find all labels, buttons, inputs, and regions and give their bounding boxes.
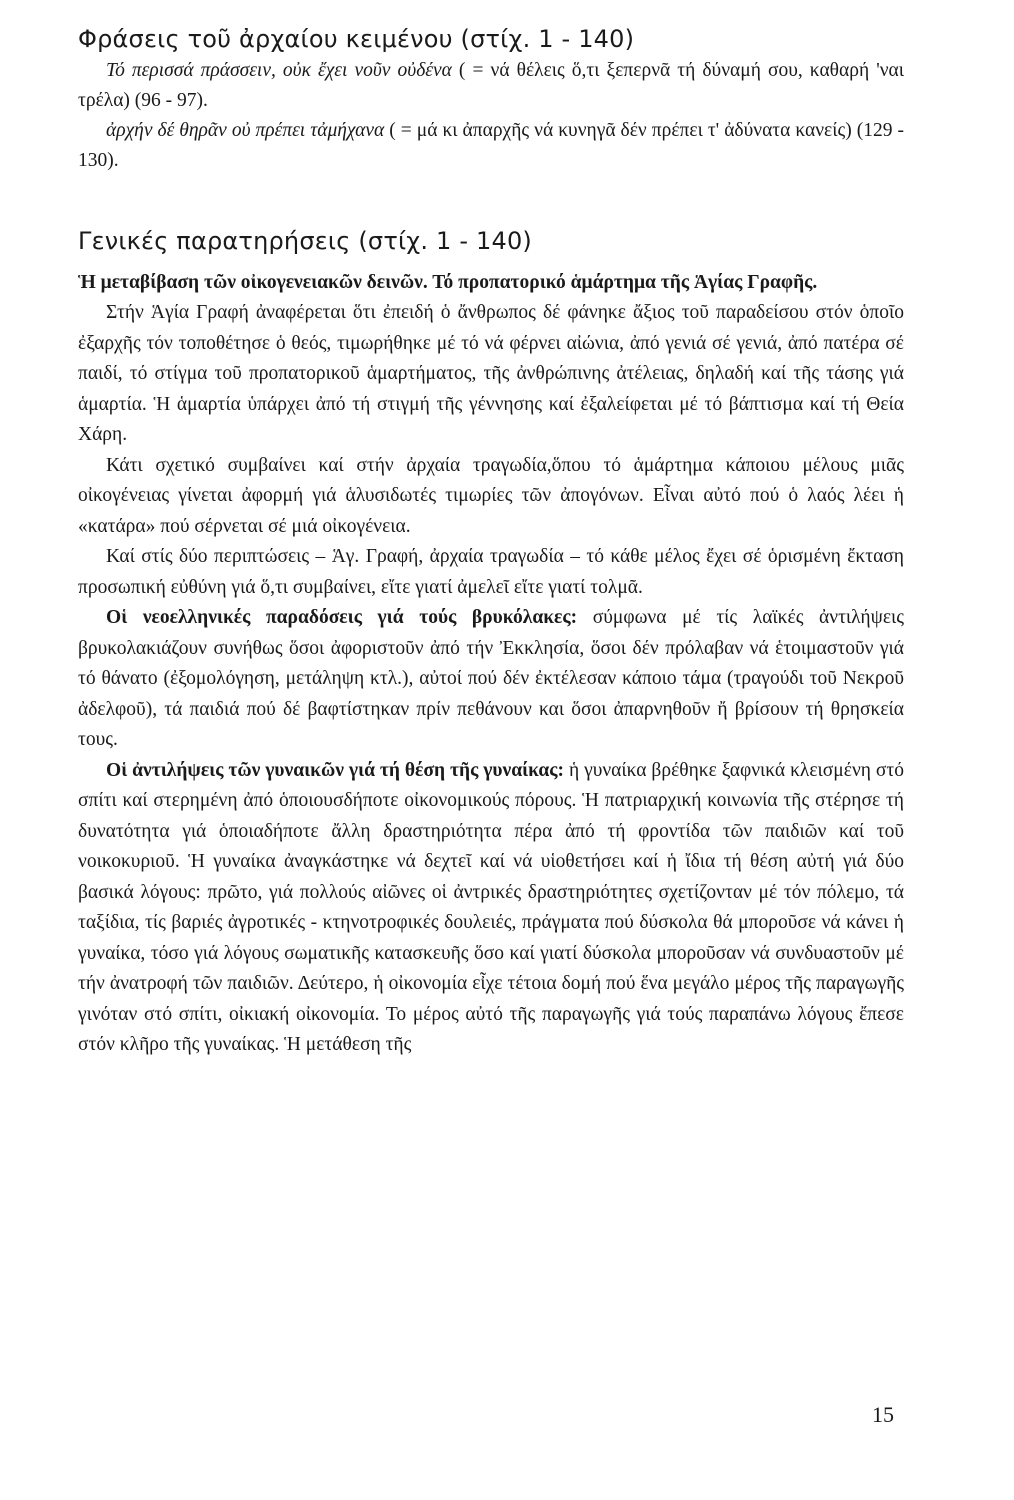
paragraph-1: Στήν Ἁγία Γραφή ἀναφέρεται ὅτι ἐπειδή ὁ ἄνθρωπος δέ φάνηκε ἄξιος τοῦ παραδείσου στόν ὁποῖο ἐξαρχῆς τόν τοποθέτησε ὁ θεός, τιμωρήθηκε μέ τό νά φέρνει αἰώνια, ἀπό γενιά σέ γενιά, ἀπό πατέρα σέ παιδί, τό στίγμα τοῦ προπατορικοῦ ἁμαρτήματος, τῆς ἀνθρώπινης ἀτέλειας, δηλαδή καί τῆς τάσης γιά ἁμαρτία. Ἡ ἁμαρτία ὑπάρχει ἀπό τή στιγμή τῆς γέννησης καί ἐξαλείφεται μέ τό βάπτισμα καί τή Θεία Χάρη. [78, 302, 904, 445]
quote-1-translation: ( = νά θέλεις ὅ,τι ξεπερνᾶ τή δύναμή σου, καθαρή 'ναι τρέλα) (96 - 97). [78, 60, 905, 111]
subheading-family-woes: Ἡ μεταβίβαση τῶν οἰκογενειακῶν δεινῶν. Τό προπατορικό ἁμάρτημα τῆς Ἁγίας Γραφῆς. [78, 272, 818, 293]
quote-1-greek: Τό περισσά πράσσειν, οὐκ ἔχει νοῦν οὐδένα [106, 60, 452, 81]
paragraph-5 [78, 756, 904, 1061]
paragraph-5-body: ἡ γυναίκα βρέθηκε ξαφνικά κλεισμένη στό σπίτι καί στερημένη ἀπό ὁποιουσδήποτε οἰκονομικούς πόρους. Ἡ πατριαρχική κοινωνία τῆς στέρησε τή δυνατότητα γιά ὁποιαδήποτε ἄλλη δραστηριότητα πέρα ἀπό τή φροντίδα τῶν παιδιῶν καί τοῦ νοικοκυριοῦ. Ἡ γυναίκα ἀναγκάστηκε νά δεχτεῖ καί νά υἱοθετήσει καί ἡ ἴδια τή θέση αὐτή γιά δύο βασικά λόγους: πρῶτο, γιά πολλούς αἰῶνες οἱ ἀντρικές δραστηριότητες σχετίζονταν μέ τόν πόλεμο, τά ταξίδια, τίς βαριές ἀγροτικές - κτηνοτροφικές δουλειές, πράγματα πού δύσκολα θά μποροῦσε νά κάνει ἡ γυναίκα, τόσο γιά λόγους σωματικῆς κατασκευῆς ὅσο καί γιατί δύσκολα μποροῦσαν νά συνδυαστοῦν μέ τήν ἀνατροφή τῶν παιδιῶν. Δεύτερο, ἡ οἰκονομία εἶχε τέτοια δομή πού ἕνα μεγάλο μέρος τῆς παραγωγῆς γινόταν στό σπίτι, οἰκιακή οἰκονομία. Το μέρος αὐτό τῆς παραγωγῆς γιά τούς παραπάνω λόγους ἔπεσε στόν κλῆρο τῆς γυναίκας. Ἡ μετάθεση τῆς [78, 759, 904, 1055]
quote-1 [78, 56, 904, 116]
page-content [78, 22, 904, 1061]
quote-2-greek: ἀρχήν δέ θηρᾶν οὐ πρέπει τἀμήχανα [106, 120, 385, 141]
quote-2 [78, 116, 904, 176]
paragraph-2: Κάτι σχετικό συμβαίνει καί στήν ἀρχαία τραγωδία,ὅπου τό ἁμάρτημα κάποιου μέλους μιᾶς οἰκογένειας γίνεται ἀφορμή γιά ἁλυσιδωτές τιμωρίες τῶν ἀπογόνων. Εἶναι αὐτό πού ὁ λαός λέει ἡ «κατάρα» πού σέρνεται σέ μιά οἰκογένεια. [78, 454, 904, 537]
paragraph-4 [78, 603, 904, 756]
paragraph-4-body: σύμφωνα μέ τίς λαϊκές ἀντιλήψεις βρυκολακιάζουν συνήθως ὅσοι ἀφοριστοῦν ἀπό τήν Ἐκκλησία, ὅσοι δέν πρόλαβαν νά ἑτοιμαστοῦν γιά τό θάνατο (ἐξομολόγηση, μετάληψη κτλ.), αὐτοί πού δέν ἐκτέλεσαν κάποιο τάμα (τραγούδι τοῦ Νεκροῦ ἀδελφοῦ), τά παιδιά πού δέ βαφτίστηκαν πρίν πεθάνουν και ὅσοι ἀπαρνηθοῦν ἤ βρίσουν τή θρησκεία τους. [78, 607, 904, 750]
section-heading-phrases: Φράσεις τοῦ ἀρχαίου κειμένου (στίχ. 1 - 140) [78, 25, 635, 53]
paragraph-4-lead: Οἱ νεοελληνικές παραδόσεις γιά τούς βρυκόλακες: [106, 607, 578, 628]
quote-2-translation: ( = μά κι ἀπαρχῆς νά κυνηγᾶ δέν πρέπει τ' ἀδύνατα κανείς) (129 - 130). [78, 120, 904, 171]
section-heading-general-remarks: Γενικές παρατηρήσεις (στίχ. 1 - 140) [78, 227, 532, 255]
page-number: 15 [872, 1402, 894, 1427]
paragraph-5-lead: Οἱ ἀντιλήψεις τῶν γυναικῶν γιά τή θέση τῆς γυναίκας: [106, 759, 564, 781]
paragraph-3: Καί στίς δύο περιπτώσεις – Ἁγ. Γραφή, ἀρχαία τραγωδία – τό κάθε μέλος ἔχει σέ ὁρισμένη ἔκταση προσωπική εὐθύνη γιά ὅ,τι συμβαίνει, εἴτε γιατί ἀμελεῖ εἴτε γιατί τολμᾶ. [78, 546, 904, 598]
